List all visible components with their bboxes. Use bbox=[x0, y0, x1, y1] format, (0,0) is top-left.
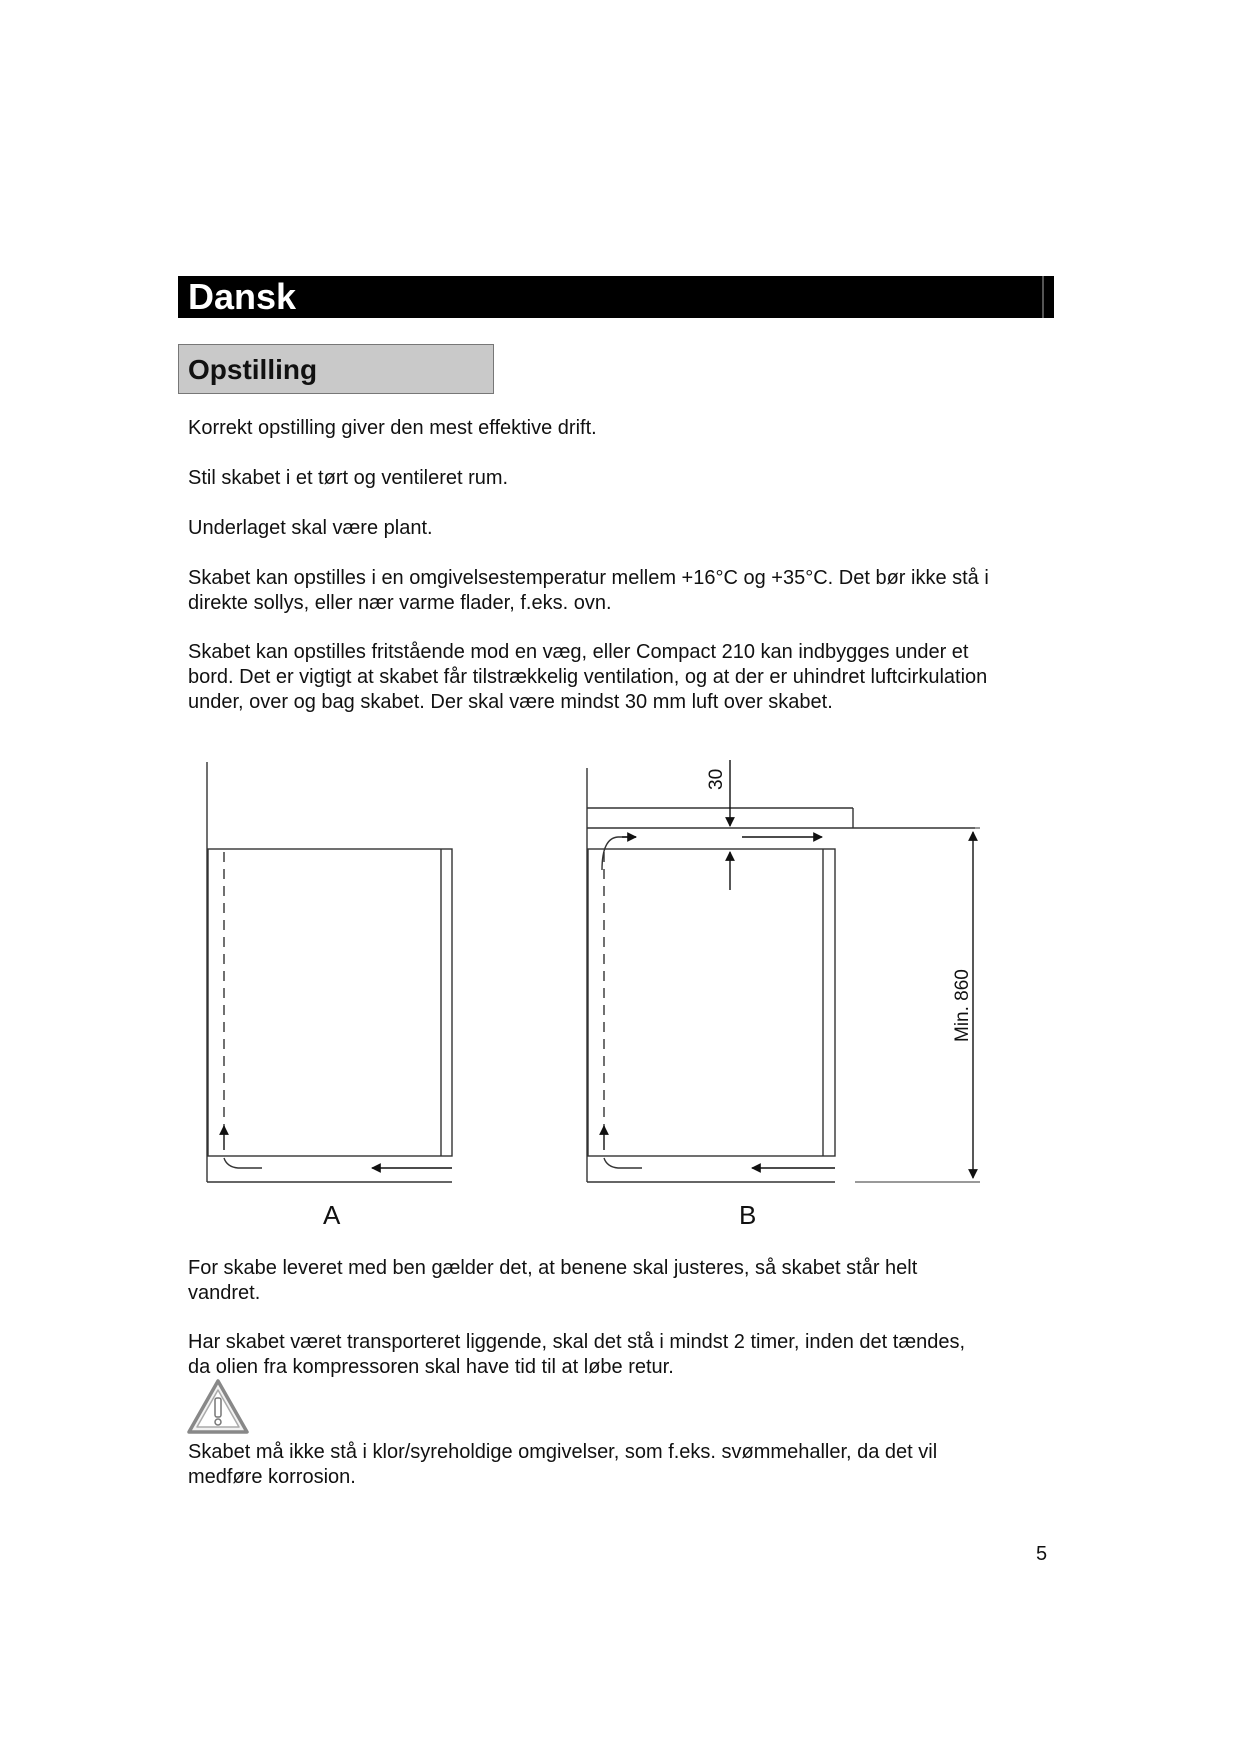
text-line: Skabet må ikke stå i klor/syreholdige omgivelser, som f.eks. svømmehaller, da det vil bbox=[188, 1441, 938, 1463]
paragraph-dry-room: Stil skabet i et tørt og ventileret rum. bbox=[188, 467, 509, 489]
figure-a-label: A bbox=[323, 1200, 341, 1230]
text-line: direkte sollys, eller nær varme flader, f.eks. ovn. bbox=[188, 592, 612, 614]
figure-b-label: B bbox=[739, 1200, 757, 1230]
page-number: 5 bbox=[1036, 1543, 1048, 1565]
cabinet-outline bbox=[588, 849, 835, 1156]
figure-b-built-in bbox=[587, 760, 980, 1182]
text-line: da olien fra kompressoren skal have tid til at løbe retur. bbox=[188, 1356, 674, 1378]
cabinet-outline bbox=[208, 849, 452, 1156]
paragraph-efficient-operation: Korrekt opstilling giver den mest effektive drift. bbox=[188, 417, 597, 439]
text-line: Skabet kan opstilles i en omgivelsestemperatur mellem +16°C og +35°C. Det bør ikke stå i bbox=[188, 567, 989, 589]
text-line: bord. Det er vigtigt at skabet får tilstrækkelig ventilation, og at der er uhindret luftcirkulation bbox=[188, 666, 988, 688]
paragraph-transport bbox=[188, 1330, 1058, 1380]
dimension-min-860-label: Min. 860 bbox=[952, 969, 973, 1042]
paragraph-corrosion-warning bbox=[188, 1440, 1058, 1490]
text-line: medføre korrosion. bbox=[188, 1466, 356, 1488]
airflow-curve bbox=[224, 1158, 262, 1168]
figure-a-freestanding bbox=[207, 762, 452, 1182]
section-title: Opstilling bbox=[188, 354, 318, 385]
language-title: Dansk bbox=[188, 276, 297, 317]
text-line: vandret. bbox=[188, 1282, 261, 1304]
airflow-top-curve bbox=[602, 837, 636, 870]
dimension-30-label: 30 bbox=[706, 768, 727, 790]
text-line: Skabet kan opstilles fritstående mod en væg, eller Compact 210 kan indbygges under et bbox=[188, 641, 969, 663]
airflow-curve bbox=[604, 1158, 642, 1168]
paragraph-level-surface: Underlaget skal være plant. bbox=[188, 517, 433, 539]
text-line: Har skabet været transporteret liggende, skal det stå i mindst 2 timer, inden det tændes, bbox=[188, 1331, 966, 1353]
warning-triangle-icon bbox=[186, 1378, 250, 1436]
paragraph-leg-adjustment bbox=[188, 1256, 1058, 1306]
text-line: For skabe leveret med ben gælder det, at benene skal justeres, så skabet står helt bbox=[188, 1257, 918, 1279]
text-line: under, over og bag skabet. Der skal være mindst 30 mm luft over skabet. bbox=[188, 691, 833, 713]
